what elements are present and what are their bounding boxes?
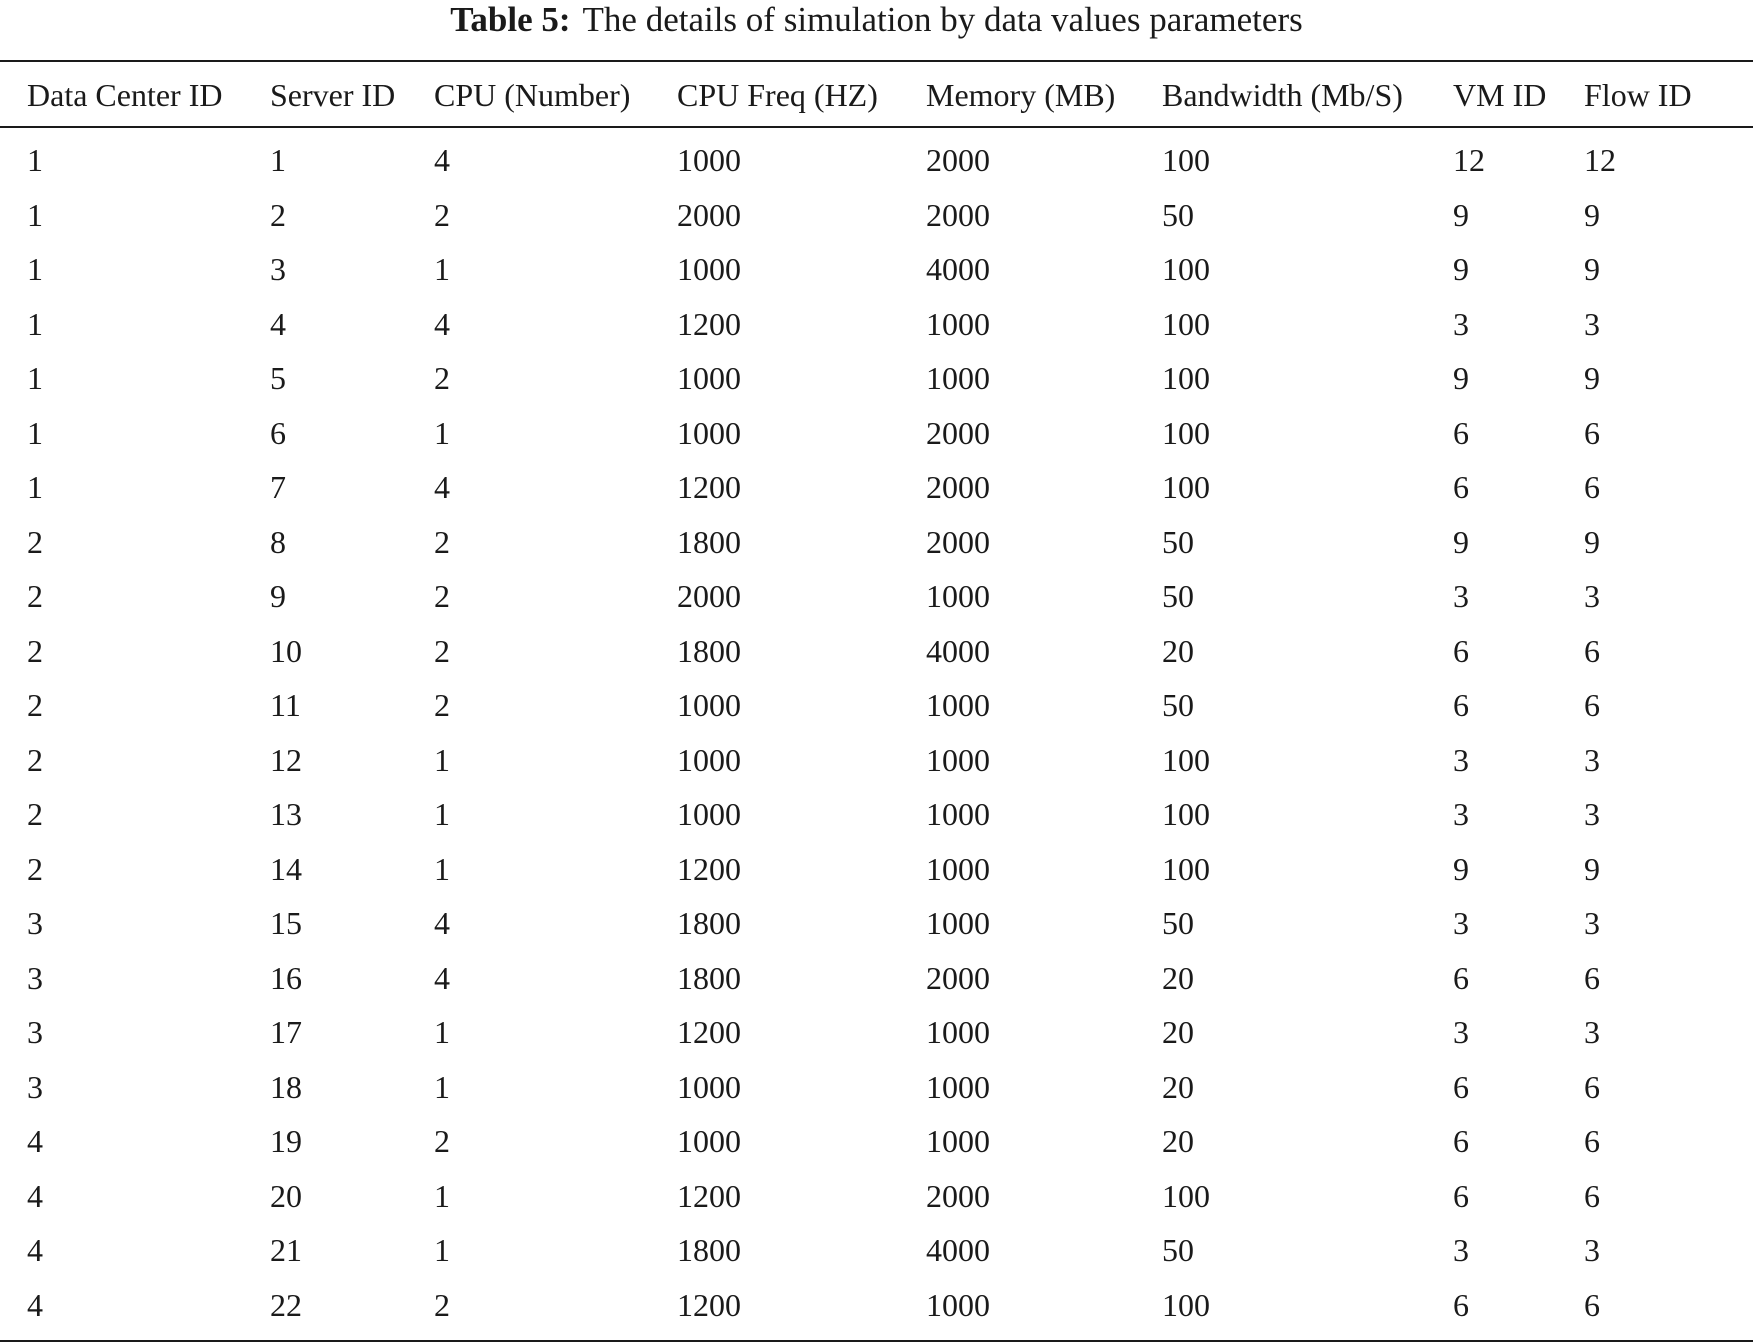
cell-bandwidth: 50 xyxy=(1162,1232,1194,1268)
cell-flow-id: 6 xyxy=(1584,1123,1600,1159)
cell-flow-id: 9 xyxy=(1584,196,1600,233)
cell-memory: 1000 xyxy=(926,305,990,342)
cell-flow-id: 6 xyxy=(1584,1177,1600,1214)
cell-memory: 2000 xyxy=(926,1177,990,1214)
cell-cpu-freq: 1000 xyxy=(677,142,741,178)
table-caption xyxy=(0,0,1753,50)
table-caption-text: The details of simulation by data values parameters xyxy=(582,0,1303,39)
cell-cpu-number: 2 xyxy=(434,523,450,560)
cell-vm-id: 6 xyxy=(1453,1123,1469,1159)
column-header-bandwidth: Bandwidth (Mb/S) xyxy=(1162,77,1403,113)
cell-bandwidth: 50 xyxy=(1162,905,1194,941)
cell-flow-id: 12 xyxy=(1584,142,1616,178)
table-row xyxy=(0,951,1753,1006)
cell-data-center-id: 2 xyxy=(27,687,43,723)
cell-memory: 1000 xyxy=(926,1014,990,1050)
cell-cpu-freq: 1800 xyxy=(677,523,741,560)
cell-cpu-freq: 1200 xyxy=(677,1177,741,1214)
cell-cpu-freq: 1200 xyxy=(677,1286,741,1323)
cell-data-center-id: 1 xyxy=(27,360,43,396)
cell-bandwidth: 100 xyxy=(1162,1286,1210,1323)
cell-cpu-number: 2 xyxy=(434,632,450,669)
cell-cpu-freq: 1000 xyxy=(677,414,741,451)
table-row xyxy=(0,569,1753,624)
cell-cpu-freq: 1000 xyxy=(677,360,741,396)
table-row xyxy=(0,297,1753,352)
cell-data-center-id: 4 xyxy=(27,1177,43,1214)
cell-server-id: 7 xyxy=(270,469,286,505)
cell-cpu-number: 4 xyxy=(434,959,450,996)
table-row xyxy=(0,351,1753,406)
cell-flow-id: 6 xyxy=(1584,1068,1600,1105)
table-bottom-rule xyxy=(0,1340,1753,1342)
cell-bandwidth: 100 xyxy=(1162,796,1210,832)
cell-memory: 2000 xyxy=(926,196,990,233)
cell-cpu-freq: 1800 xyxy=(677,905,741,941)
table-row xyxy=(0,242,1753,297)
cell-server-id: 21 xyxy=(270,1232,302,1268)
table-row xyxy=(0,460,1753,515)
cell-memory: 1000 xyxy=(926,1123,990,1159)
cell-server-id: 22 xyxy=(270,1286,302,1323)
cell-cpu-freq: 1000 xyxy=(677,251,741,287)
cell-flow-id: 3 xyxy=(1584,796,1600,832)
cell-cpu-freq: 1000 xyxy=(677,1123,741,1159)
cell-bandwidth: 50 xyxy=(1162,578,1194,614)
cell-server-id: 6 xyxy=(270,414,286,451)
cell-cpu-freq: 1800 xyxy=(677,959,741,996)
column-header-flow-id: Flow ID xyxy=(1584,77,1692,113)
table-caption-label: Table 5: xyxy=(450,0,571,39)
cell-memory: 1000 xyxy=(926,1068,990,1105)
cell-bandwidth: 100 xyxy=(1162,1177,1210,1214)
cell-flow-id: 6 xyxy=(1584,469,1600,505)
cell-vm-id: 3 xyxy=(1453,1014,1469,1050)
cell-bandwidth: 100 xyxy=(1162,251,1210,287)
cell-data-center-id: 2 xyxy=(27,578,43,614)
cell-cpu-freq: 2000 xyxy=(677,196,741,233)
cell-data-center-id: 2 xyxy=(27,741,43,778)
table-row xyxy=(0,1278,1753,1333)
cell-data-center-id: 2 xyxy=(27,796,43,832)
cell-data-center-id: 2 xyxy=(27,632,43,669)
cell-vm-id: 3 xyxy=(1453,905,1469,941)
table-row xyxy=(0,1223,1753,1278)
table-row xyxy=(0,733,1753,788)
cell-bandwidth: 20 xyxy=(1162,632,1194,669)
cell-cpu-freq: 2000 xyxy=(677,578,741,614)
cell-server-id: 13 xyxy=(270,796,302,832)
cell-vm-id: 6 xyxy=(1453,632,1469,669)
cell-bandwidth: 100 xyxy=(1162,305,1210,342)
table-row xyxy=(0,842,1753,897)
cell-memory: 1000 xyxy=(926,905,990,941)
cell-data-center-id: 3 xyxy=(27,905,43,941)
cell-cpu-number: 4 xyxy=(434,469,450,505)
column-header-data-center-id: Data Center ID xyxy=(27,77,223,113)
cell-bandwidth: 100 xyxy=(1162,850,1210,887)
cell-flow-id: 3 xyxy=(1584,905,1600,941)
cell-memory: 2000 xyxy=(926,959,990,996)
cell-vm-id: 6 xyxy=(1453,1068,1469,1105)
cell-memory: 1000 xyxy=(926,687,990,723)
cell-server-id: 14 xyxy=(270,850,302,887)
table-row xyxy=(0,1060,1753,1115)
cell-cpu-number: 4 xyxy=(434,142,450,178)
cell-bandwidth: 100 xyxy=(1162,741,1210,778)
cell-data-center-id: 2 xyxy=(27,850,43,887)
cell-flow-id: 6 xyxy=(1584,687,1600,723)
cell-flow-id: 9 xyxy=(1584,360,1600,396)
cell-memory: 2000 xyxy=(926,469,990,505)
cell-flow-id: 3 xyxy=(1584,1232,1600,1268)
cell-flow-id: 3 xyxy=(1584,305,1600,342)
cell-flow-id: 6 xyxy=(1584,1286,1600,1323)
table-row xyxy=(0,896,1753,951)
cell-memory: 2000 xyxy=(926,142,990,178)
cell-vm-id: 9 xyxy=(1453,523,1469,560)
cell-bandwidth: 100 xyxy=(1162,360,1210,396)
cell-memory: 4000 xyxy=(926,632,990,669)
cell-memory: 1000 xyxy=(926,1286,990,1323)
cell-server-id: 11 xyxy=(270,687,301,723)
cell-server-id: 1 xyxy=(270,142,286,178)
cell-vm-id: 3 xyxy=(1453,1232,1469,1268)
cell-cpu-number: 1 xyxy=(434,1177,450,1214)
cell-memory: 1000 xyxy=(926,850,990,887)
cell-vm-id: 6 xyxy=(1453,469,1469,505)
cell-cpu-freq: 1200 xyxy=(677,305,741,342)
cell-cpu-number: 2 xyxy=(434,1123,450,1159)
cell-cpu-number: 1 xyxy=(434,850,450,887)
cell-vm-id: 9 xyxy=(1453,196,1469,233)
table-row xyxy=(0,188,1753,243)
cell-vm-id: 3 xyxy=(1453,741,1469,778)
cell-cpu-freq: 1000 xyxy=(677,796,741,832)
cell-cpu-freq: 1000 xyxy=(677,741,741,778)
table-row xyxy=(0,1005,1753,1060)
cell-cpu-freq: 1200 xyxy=(677,850,741,887)
cell-vm-id: 6 xyxy=(1453,1177,1469,1214)
cell-flow-id: 9 xyxy=(1584,523,1600,560)
table-row xyxy=(0,787,1753,842)
cell-cpu-number: 1 xyxy=(434,741,450,778)
column-header-cpu-number: CPU (Number) xyxy=(434,77,631,113)
cell-bandwidth: 20 xyxy=(1162,1068,1194,1105)
cell-data-center-id: 1 xyxy=(27,469,43,505)
cell-vm-id: 12 xyxy=(1453,142,1485,178)
table-body xyxy=(0,133,1753,1332)
cell-data-center-id: 4 xyxy=(27,1123,43,1159)
cell-memory: 1000 xyxy=(926,796,990,832)
cell-cpu-number: 2 xyxy=(434,1286,450,1323)
cell-data-center-id: 1 xyxy=(27,251,43,287)
cell-flow-id: 3 xyxy=(1584,741,1600,778)
cell-flow-id: 9 xyxy=(1584,850,1600,887)
cell-cpu-freq: 1000 xyxy=(677,687,741,723)
column-header-cpu-freq: CPU Freq (HZ) xyxy=(677,77,878,113)
cell-cpu-number: 1 xyxy=(434,796,450,832)
cell-data-center-id: 3 xyxy=(27,1014,43,1050)
table-row xyxy=(0,406,1753,461)
cell-cpu-number: 1 xyxy=(434,1068,450,1105)
cell-cpu-number: 2 xyxy=(434,196,450,233)
cell-bandwidth: 50 xyxy=(1162,196,1194,233)
cell-vm-id: 3 xyxy=(1453,796,1469,832)
cell-cpu-number: 4 xyxy=(434,305,450,342)
cell-server-id: 19 xyxy=(270,1123,302,1159)
cell-data-center-id: 4 xyxy=(27,1286,43,1323)
cell-cpu-freq: 1800 xyxy=(677,1232,741,1268)
cell-cpu-number: 1 xyxy=(434,1014,450,1050)
cell-server-id: 4 xyxy=(270,305,286,342)
cell-server-id: 3 xyxy=(270,251,286,287)
cell-server-id: 18 xyxy=(270,1068,302,1105)
cell-cpu-number: 4 xyxy=(434,905,450,941)
cell-vm-id: 9 xyxy=(1453,360,1469,396)
cell-bandwidth: 20 xyxy=(1162,1014,1194,1050)
cell-vm-id: 3 xyxy=(1453,305,1469,342)
cell-bandwidth: 100 xyxy=(1162,469,1210,505)
cell-cpu-number: 1 xyxy=(434,414,450,451)
cell-cpu-freq: 1200 xyxy=(677,469,741,505)
cell-server-id: 9 xyxy=(270,578,286,614)
cell-data-center-id: 1 xyxy=(27,305,43,342)
cell-memory: 1000 xyxy=(926,360,990,396)
table-header-rule xyxy=(0,126,1753,128)
cell-cpu-number: 1 xyxy=(434,251,450,287)
cell-memory: 4000 xyxy=(926,251,990,287)
cell-data-center-id: 1 xyxy=(27,142,43,178)
cell-bandwidth: 20 xyxy=(1162,1123,1194,1159)
cell-data-center-id: 1 xyxy=(27,414,43,451)
cell-cpu-number: 2 xyxy=(434,578,450,614)
cell-flow-id: 6 xyxy=(1584,414,1600,451)
table-header-row xyxy=(0,70,1753,120)
cell-memory: 2000 xyxy=(926,523,990,560)
cell-memory: 2000 xyxy=(926,414,990,451)
cell-vm-id: 3 xyxy=(1453,578,1469,614)
cell-data-center-id: 1 xyxy=(27,196,43,233)
cell-data-center-id: 4 xyxy=(27,1232,43,1268)
cell-server-id: 2 xyxy=(270,196,286,233)
table-row xyxy=(0,624,1753,679)
cell-cpu-number: 1 xyxy=(434,1232,450,1268)
cell-server-id: 8 xyxy=(270,523,286,560)
cell-vm-id: 6 xyxy=(1453,687,1469,723)
cell-cpu-freq: 1800 xyxy=(677,632,741,669)
cell-flow-id: 3 xyxy=(1584,1014,1600,1050)
table-row xyxy=(0,678,1753,733)
cell-server-id: 15 xyxy=(270,905,302,941)
column-header-server-id: Server ID xyxy=(270,77,396,113)
cell-flow-id: 9 xyxy=(1584,251,1600,287)
cell-memory: 4000 xyxy=(926,1232,990,1268)
table-row xyxy=(0,1169,1753,1224)
cell-flow-id: 6 xyxy=(1584,632,1600,669)
cell-cpu-freq: 1000 xyxy=(677,1068,741,1105)
cell-bandwidth: 100 xyxy=(1162,414,1210,451)
cell-bandwidth: 100 xyxy=(1162,142,1210,178)
cell-vm-id: 9 xyxy=(1453,251,1469,287)
cell-cpu-number: 2 xyxy=(434,360,450,396)
cell-cpu-freq: 1200 xyxy=(677,1014,741,1050)
table-top-rule xyxy=(0,60,1753,62)
table-row xyxy=(0,1114,1753,1169)
cell-data-center-id: 2 xyxy=(27,523,43,560)
table-row xyxy=(0,515,1753,570)
cell-bandwidth: 20 xyxy=(1162,959,1194,996)
cell-server-id: 12 xyxy=(270,741,302,778)
cell-server-id: 10 xyxy=(270,632,302,669)
cell-vm-id: 6 xyxy=(1453,1286,1469,1323)
cell-vm-id: 6 xyxy=(1453,959,1469,996)
cell-bandwidth: 50 xyxy=(1162,523,1194,560)
cell-cpu-number: 2 xyxy=(434,687,450,723)
cell-bandwidth: 50 xyxy=(1162,687,1194,723)
cell-server-id: 17 xyxy=(270,1014,302,1050)
cell-vm-id: 6 xyxy=(1453,414,1469,451)
cell-flow-id: 3 xyxy=(1584,578,1600,614)
column-header-memory: Memory (MB) xyxy=(926,77,1116,113)
cell-memory: 1000 xyxy=(926,741,990,778)
cell-data-center-id: 3 xyxy=(27,1068,43,1105)
cell-data-center-id: 3 xyxy=(27,959,43,996)
cell-server-id: 20 xyxy=(270,1177,302,1214)
cell-server-id: 5 xyxy=(270,360,286,396)
cell-memory: 1000 xyxy=(926,578,990,614)
cell-server-id: 16 xyxy=(270,959,302,996)
table-row xyxy=(0,133,1753,188)
cell-vm-id: 9 xyxy=(1453,850,1469,887)
cell-flow-id: 6 xyxy=(1584,959,1600,996)
column-header-vm-id: VM ID xyxy=(1453,77,1547,113)
